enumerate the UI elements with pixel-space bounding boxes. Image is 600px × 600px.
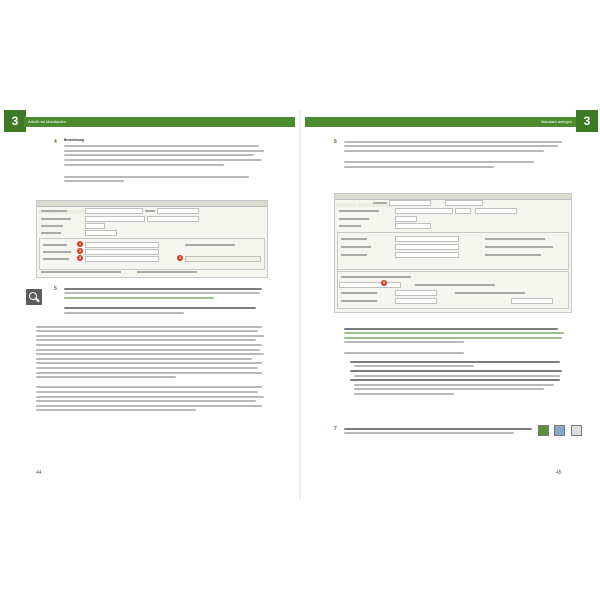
badge-3: 3: [78, 255, 82, 260]
step-6-body: [344, 138, 564, 170]
step-6-number: 6: [334, 139, 337, 145]
save-close-icon: [538, 425, 549, 436]
right-header-bar: [305, 117, 576, 127]
info-box-text: [36, 323, 264, 414]
save-icon: [554, 425, 565, 436]
page-gutter: [299, 110, 301, 500]
close-icon: [571, 425, 582, 436]
chapter-number-left: 3: [4, 110, 26, 132]
step-4-body: [64, 138, 264, 185]
badge-2: 2: [78, 248, 82, 253]
badge-5: 5: [382, 280, 386, 285]
step-7-body: [344, 425, 534, 437]
magnifier-info-icon: [26, 289, 42, 305]
left-dialog-screenshot: [36, 200, 268, 278]
note-text: [344, 325, 566, 398]
step-7-number: 7: [334, 426, 337, 432]
right-header-title: Mandant anlegen: [541, 119, 572, 124]
toolbar-icons: [538, 423, 583, 441]
right-page-number: 45: [556, 470, 562, 476]
left-header-title: Arbeit mit Mandanten: [28, 119, 67, 124]
dialog-tabs: [37, 201, 267, 207]
chapter-number-right: 3: [576, 110, 598, 132]
step-5-number: 5: [54, 286, 57, 292]
left-page-number: 44: [36, 470, 42, 476]
left-header-bar: [24, 117, 295, 127]
badge-4: 4: [178, 255, 182, 260]
right-dialog-screenshot: [334, 193, 572, 313]
step-4-heading: Bezeichnung: [64, 138, 84, 142]
badge-1: 1: [78, 241, 82, 246]
step-5-body: [64, 285, 264, 316]
step-4-number: 4: [54, 139, 57, 145]
